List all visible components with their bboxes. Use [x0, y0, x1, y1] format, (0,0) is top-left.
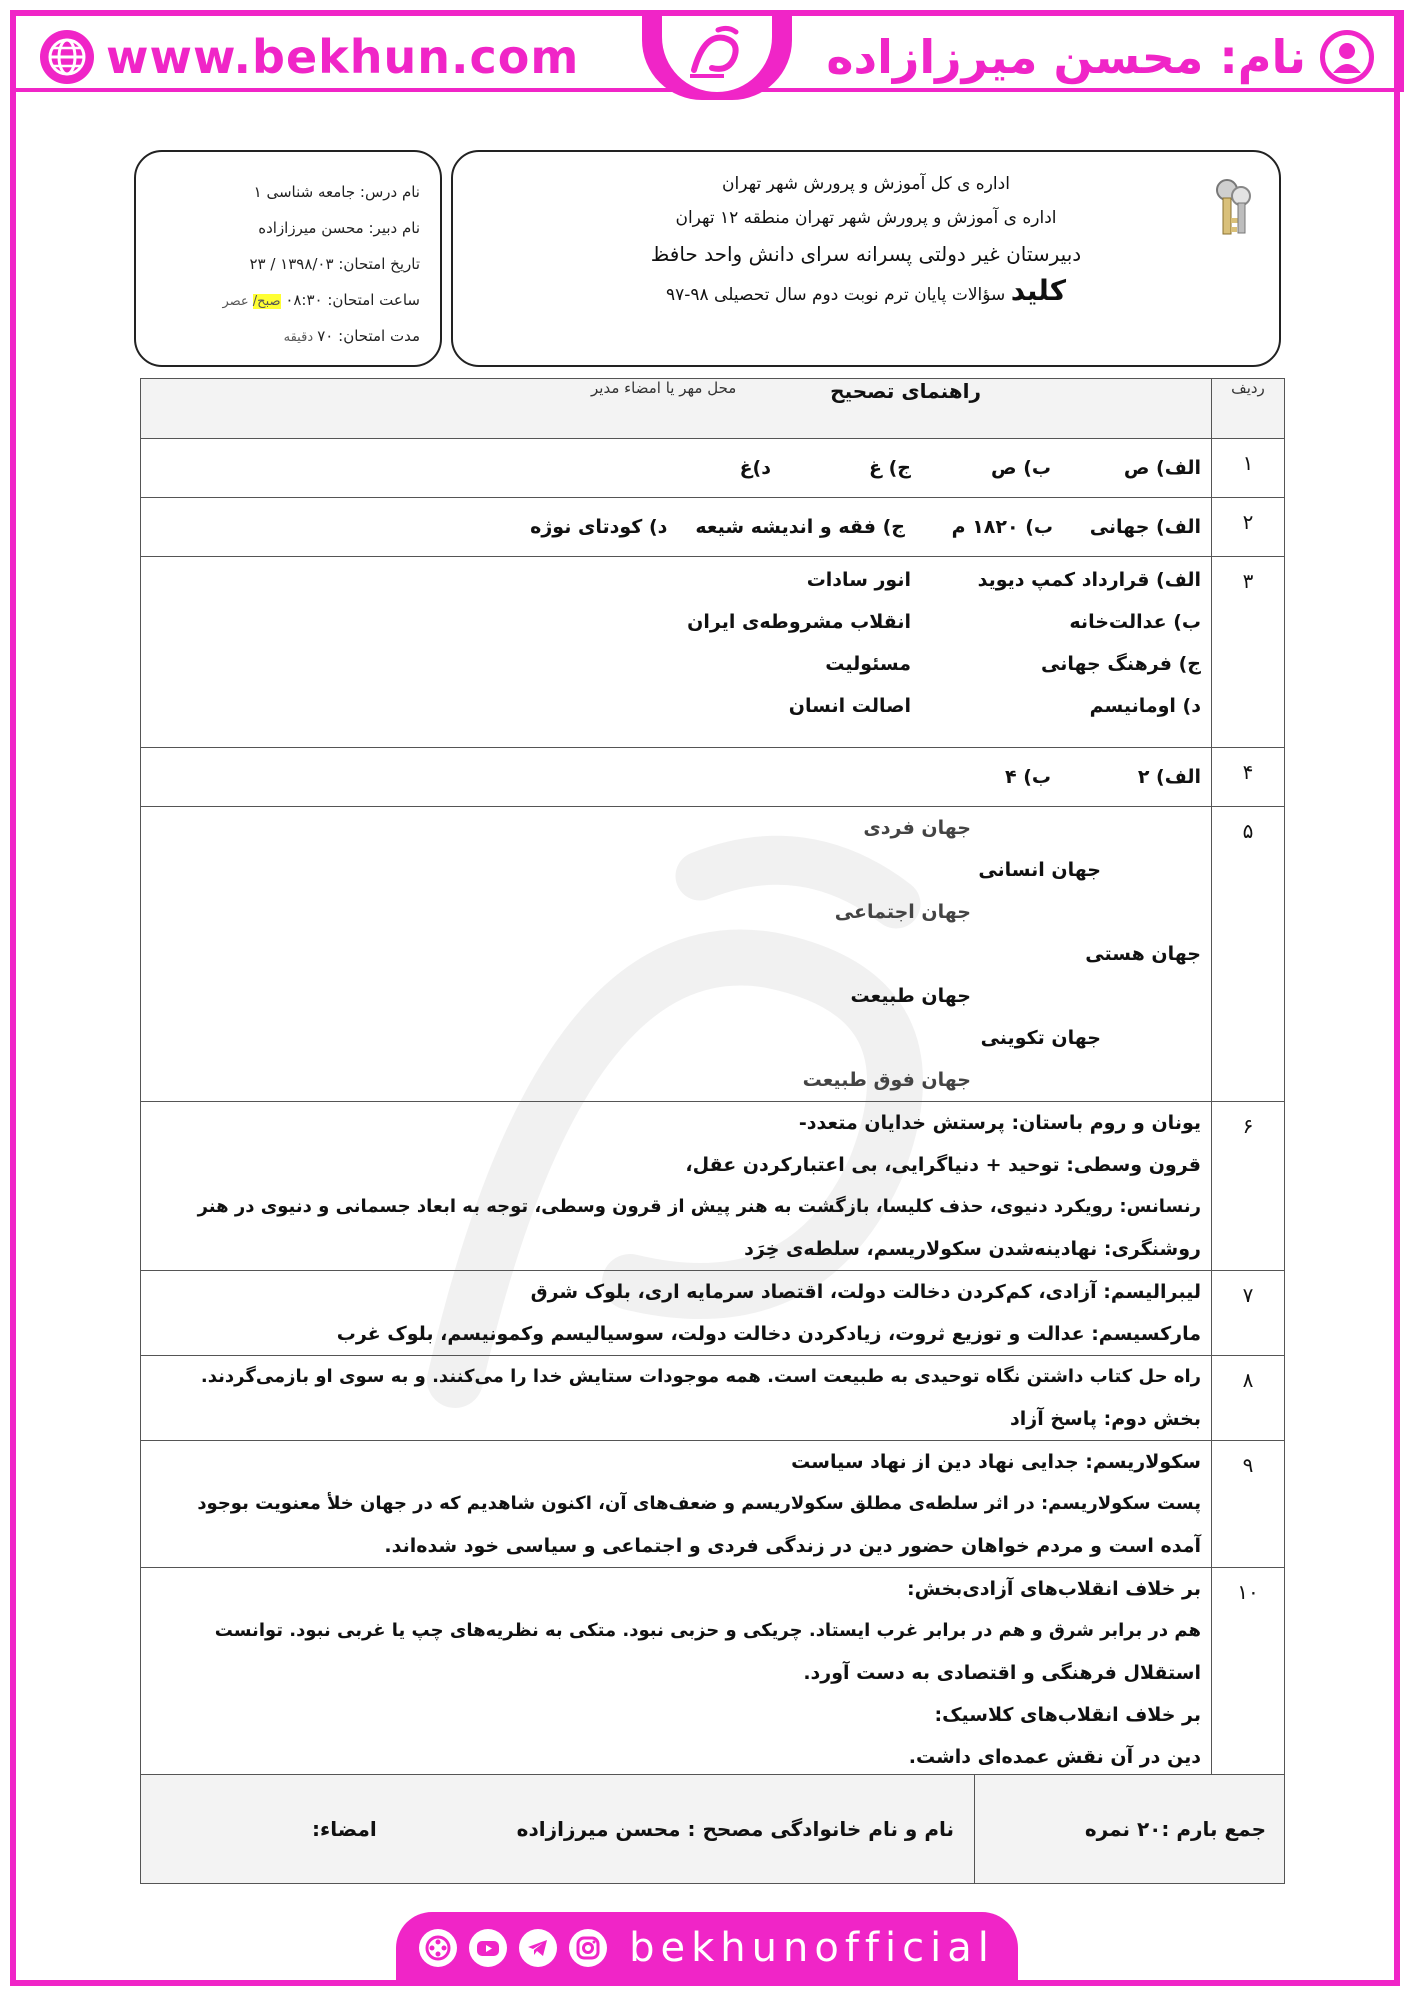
exam-time: ساعت امتحان: ۰۸:۳۰ صبح/ عصر [222, 291, 420, 309]
key-label: کلید [1010, 274, 1067, 307]
answer-table [140, 378, 1285, 1779]
table-row: ۶ یونان و روم باستان: پرستش خدایان متعدد- قرون وسطی: توحید + دنیاگرایی، بی اعتبارکردن عقل، رنسانس: رویکرد دنیوی، حذف کلیسا، بازگشت به هنر پیش از قرون وسطی، توجه به ابعاد جسمانی و دنیوی در هنر روشنگری: نهادینه‌شدن سکولاریسم، سلطه‌ی خِرَد [141, 1102, 1285, 1271]
table-row: ۵ جهان فردی جهان انسانی جهان اجتماعی جهان هستی جهان طبیعت جهان تکوینی جهان فوق طبیعت [141, 807, 1285, 1102]
youtube-icon[interactable] [469, 1929, 507, 1967]
grading-footer [140, 1774, 1285, 1884]
school-name: دبیرستان غیر دولتی پسرانه سرای دانش واحد حافظ [650, 242, 1082, 266]
table-row: ۴ الف) ۲ ب) ۴ [141, 748, 1285, 807]
table-header [141, 379, 1285, 439]
header-title-cell [141, 379, 1212, 439]
exam-term: سؤالات پایان ترم نوبت دوم سال تحصیلی ۹۸-۹۷ [665, 285, 1006, 305]
exam-header [451, 150, 1281, 367]
table-row: ۱۰ بر خلاف انقلاب‌های آزادی‌بخش: هم در برابر شرق و هم در برابر غرب ایستاد. چریکی و حزبی نبود. متکی به نظریه‌های چپ یا غربی نبود. توانست استقلال فرهنگی و اقتصادی به دست آورد. بر خلاف انقلاب‌های کلاسیک: دین در آن نقش عمده‌ای داشت. [141, 1568, 1285, 1779]
social-bar [396, 1912, 1018, 1984]
teacher-name: نام: محسن میرزازاده [826, 30, 1306, 84]
table-row: ۹ سکولاریسم: جدایی نهاد دین از نهاد سیاست پست سکولاریسم: در اثر سلطه‌ی مطلق سکولاریسم و ضعف‌های آن، اکنون شاهدیم که در جهان خلأ معنویت بوجود آمده است و مردم خواهان حضور دین در زندگی فردی و اجتماعی و سیاسی خود شده‌اند. [141, 1441, 1285, 1568]
site-url[interactable]: www.bekhun.com [106, 30, 580, 84]
grader-name: نام و نام خانوادگی مصحح : محسن میرزازاده [516, 1817, 954, 1841]
course-name: نام درس: جامعه شناسی ۱ [253, 183, 420, 201]
time-morning: صبح/ [252, 294, 281, 309]
teacher-line: نام دبیر: محسن میرزازاده [258, 219, 420, 237]
exam-date: تاریخ امتحان: ۱۳۹۸/۰۳ / ۲۳ [249, 255, 420, 273]
table-row: ۲ الف) جهانی ب) ۱۸۲۰ م ج) فقه و اندیشه شیعه د) کودتای نوژه [141, 498, 1285, 557]
table-row: ۸ راه حل کتاب داشتن نگاه توحیدی به طبیعت است. همه موجودات ستایش خدا را می‌کنند. و به سوی او بازمی‌گردند. بخش دوم: پاسخ آزاد [141, 1356, 1285, 1441]
header-idx: ردیف [1212, 379, 1285, 439]
instagram-icon[interactable] [569, 1929, 607, 1967]
table-row: ۱ الف) ص ب) ص ج) غ د)غ [141, 439, 1285, 498]
exam-duration: مدت امتحان: ۷۰ دقیقه [283, 327, 420, 345]
table-row: ۳ الف) قرارداد کمپ دیوید انور سادات ب) عدالت‌خانه انقلاب مشروطه‌ی ایران ج) فرهنگ جهانی مسئولیت د) اومانیسم اصالت انسان [141, 557, 1285, 748]
social-handle[interactable]: bekhunofficial [629, 1925, 995, 1971]
header-line-2: اداره ی آموزش و پرورش شهر تهران منطقه ۱۲ تهران [675, 208, 1057, 228]
table-row: ۷ لیبرالیسم: آزادی، کم‌کردن دخالت دولت، اقتصاد سرمایه اری، بلوک شرق مارکسیسم: عدالت و توزیع ثروت، زیادکردن دخالت دولت، سوسیالیسم وکمونیسم، بلوک غرب [141, 1271, 1285, 1356]
exam-info [134, 150, 442, 367]
header-title: راهنمای تصحیح [830, 379, 981, 403]
exam-title [513, 274, 1219, 307]
film-icon[interactable] [419, 1929, 457, 1967]
grader-cell [141, 1775, 975, 1884]
telegram-icon[interactable] [519, 1929, 557, 1967]
header-line-1: اداره ی کل آموزش و پرورش شهر تهران [722, 174, 1010, 194]
header-stamp: محل مهر یا امضاء مدیر [591, 379, 737, 397]
signature-label: امضاء: [312, 1817, 377, 1841]
total-score: جمع بارم :۲۰ نمره [975, 1775, 1285, 1884]
